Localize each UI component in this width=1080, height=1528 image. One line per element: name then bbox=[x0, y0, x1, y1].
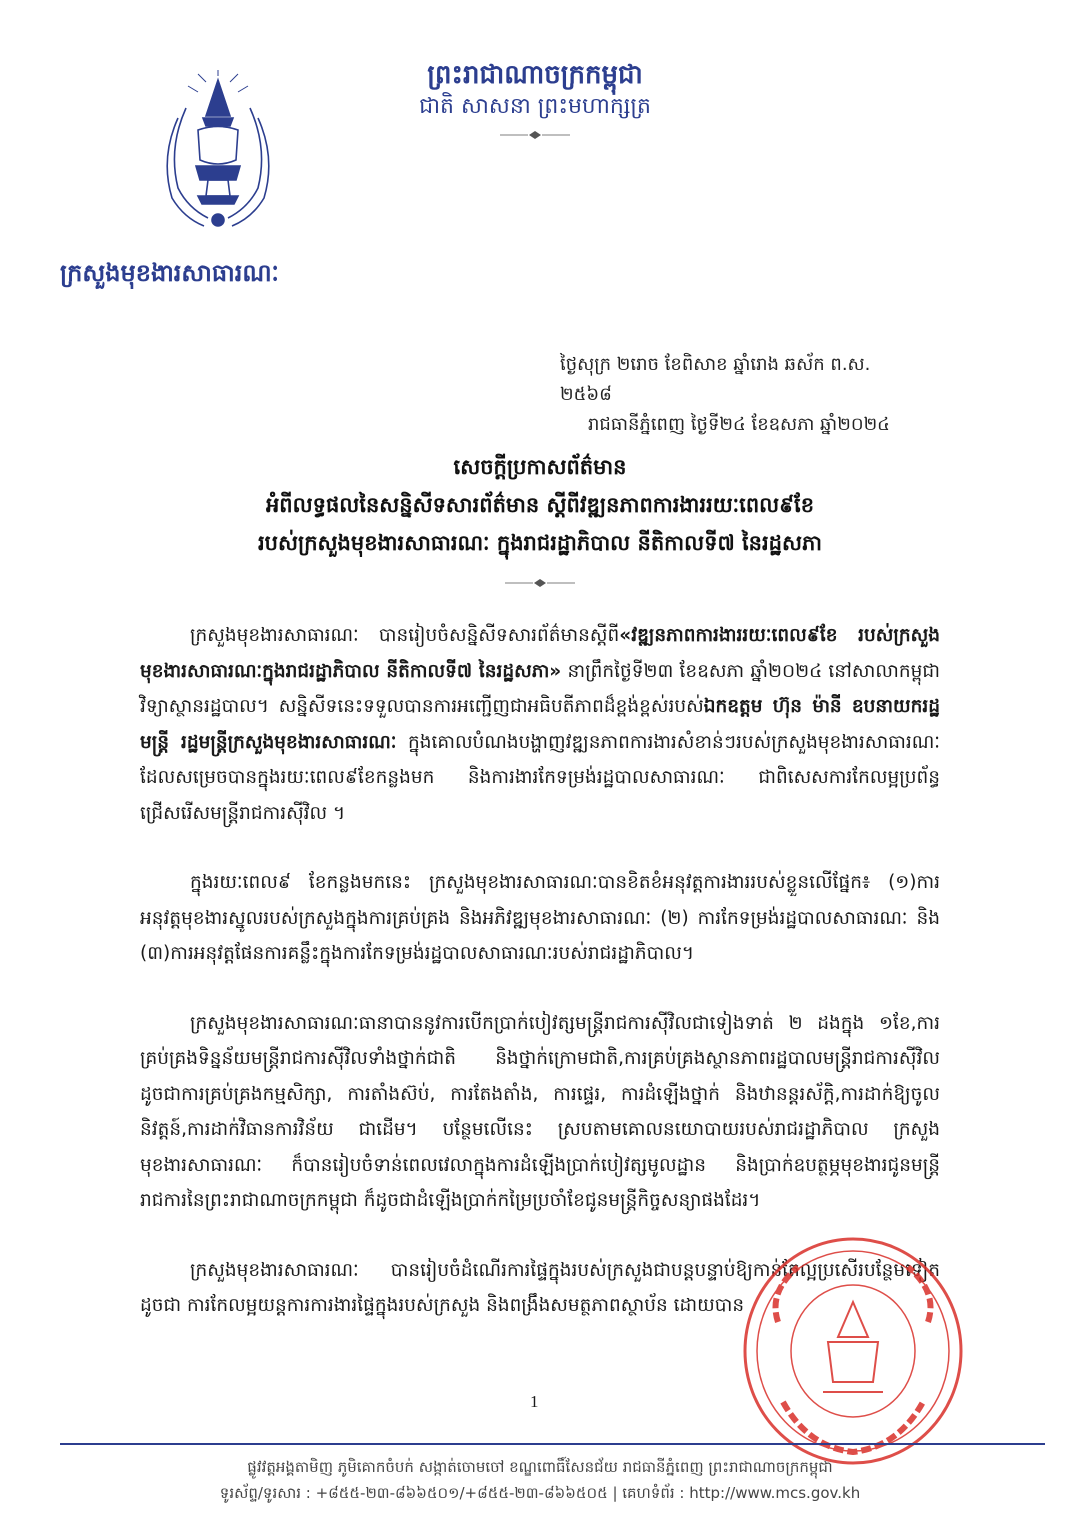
footer-contact: ទូរស័ព្ទ/ទូរសារ : +៨៥៥-២៣-៨៦៦៥០១/+៨៥៥-២៣-៨៦៦៥០៥ | គេហទំព័រ : http://www.mcs.gov.kh bbox=[219, 1484, 861, 1502]
national-motto: ជាតិ សាសនា ព្រះមហាក្សត្រ bbox=[419, 94, 651, 119]
kingdom-title: ព្រះរាជាណាចក្រកម្ពុជា bbox=[427, 60, 643, 90]
letterhead bbox=[380, 58, 690, 144]
ministry-emblem-icon bbox=[148, 68, 288, 238]
presiding-official: ឯកឧត្តម ហ៊ុន ម៉ានី ឧបនាយករដ្ឋមន្ត្រី រដ្ឋមន្ត្រីក្រសួងមុខងារសាធារណៈ bbox=[140, 696, 941, 753]
footer bbox=[110, 1454, 970, 1506]
date-block bbox=[560, 350, 920, 440]
page-number: 1 bbox=[530, 1392, 539, 1411]
title-line-3: របស់ក្រសួងមុខងារសាធារណៈ ក្នុងរាជរដ្ឋាភិបាល នីតិកាលទី៧ នៃរដ្ឋសភា bbox=[257, 531, 822, 555]
event-name: «វឌ្ឍនភាពការងាររយៈពេល៩ខែ របស់ក្រសួងមុខងារសាធារណៈក្នុងរាជរដ្ឋាភិបាល នីតិកាលទី៧ នៃរដ្ឋសភា» bbox=[140, 625, 940, 682]
footer-address: ផ្លូវវត្តអង្គតាមិញ ភូមិគោកចំបក់ សង្កាត់ចោមចៅ ខណ្ឌពោធិ៍សែនជ័យ រាជធានីភ្នំពេញ ព្រះរាជាណាចក្រកម្ពុជា bbox=[247, 1458, 833, 1476]
ministry-name: ក្រសួងមុខងារសាធារណៈ bbox=[60, 259, 279, 287]
ornament-divider-icon bbox=[505, 578, 575, 588]
paragraph-1: ក្រសួងមុខងារសាធារណៈ បានរៀបចំសន្និសីទសារព័ត៌មានស្តីពី«វឌ្ឍនភាពការងាររយៈពេល៩ខែ របស់ក្រសួងមុខងារសាធារណៈក្នុងរាជរដ្ឋាភិបាល នីតិកាលទី៧ នៃរដ្ឋសភា» នាព្រឹកថ្ងៃទី២៣ ខែឧសភា ឆ្នាំ២០២៤ នៅសាលាកម្ពុជាវិទ្យាស្ថានរដ្ឋបាល។ សន្និសីទនេះទទួលបានការអញ្ជើញជាអធិបតីភាពដ៏ខ្ពង់ខ្ពស់របស់ឯកឧត្តម ហ៊ុន ម៉ានី ឧបនាយករដ្ឋមន្ត្រី រដ្ឋមន្ត្រីក្រសួងមុខងារសាធារណៈ ក្នុងគោលបំណងបង្ហាញវឌ្ឍនភាពការងារសំខាន់ៗរបស់ក្រសួងមុខងារសាធារណៈ ដែលសម្រេចបានក្នុងរយៈពេល៩ខែកន្លងមក និងការងារកែទម្រង់រដ្ឋបាលសាធារណៈ ជាពិសេសការកែលម្អប្រព័ន្ធជ្រើសរើសមន្ត្រីរាជការស៊ីវិល ។ bbox=[140, 625, 941, 824]
title-line-2: អំពីលទ្ធផលនៃសន្និសីទសារព័ត៌មាន ស្តីពីវឌ្ឍនភាពការងាររយៈពេល៩ខែ bbox=[265, 493, 815, 517]
paragraph-4: ក្រសួងមុខងារសាធារណៈ បានរៀបចំដំណើរការផ្ទៃក្នុងរបស់ក្រសួងជាបន្តបន្ទាប់ឱ្យកាន់តែល្អប្រសើរបន្ថែមទៀតដូចជា ការកែលម្អយន្តការការងារផ្ទៃក្នុងរបស់ក្រសួង និងពង្រឹងសមត្ថភាពស្ថាប័ន ដោយបាន bbox=[140, 1259, 940, 1316]
lunar-date: ថ្ងៃសុក្រ ២រោច ខែពិសាខ ឆ្នាំរោង ឆស័ក ព.ស. ២៥៦៨ bbox=[560, 354, 871, 405]
paragraph-2: ក្នុងរយៈពេល៩ ខែកន្លងមកនេះ ក្រសួងមុខងារសាធារណៈបានខិតខំអនុវត្តការងាររបស់ខ្លួនលើផ្នែក៖ (១)ការអនុវត្តមុខងារស្នូលរបស់ក្រសួងក្នុងការគ្រប់គ្រង និងអភិវឌ្ឍមុខងារសាធារណៈ (២) ការកែទម្រង់រដ្ឋបាលសាធារណៈ និង (៣)ការអនុវត្តផែនការគន្លឹះក្នុងការកែទម្រង់រដ្ឋបាលសាធារណៈរបស់រាជរដ្ឋាភិបាល។ bbox=[140, 872, 940, 964]
ornament-divider-icon bbox=[500, 130, 570, 140]
document-title bbox=[160, 448, 920, 600]
official-seal-icon bbox=[738, 1232, 968, 1470]
solar-date: រាជធានីភ្នំពេញ ថ្ងៃទី២៤ ខែឧសភា ឆ្នាំ២០២៤ bbox=[588, 414, 890, 435]
paragraph-3: ក្រសួងមុខងារសាធារណៈធានាបាននូវការបើកប្រាក់បៀវត្សមន្ត្រីរាជការស៊ីវិលជាទៀងទាត់ ២ ដងក្នុង ១ខែ,ការគ្រប់គ្រងទិន្នន័យមន្ត្រីរាជការស៊ីវិលទាំងថ្នាក់ជាតិ និងថ្នាក់ក្រោមជាតិ,ការគ្រប់គ្រងស្ថានភាពរដ្ឋបាលមន្ត្រីរាជការស៊ីវិល ដូចជាការគ្រប់គ្រងកម្មសិក្សា, ការតាំងស៊ប់, ការតែងតាំង, ការផ្ទេរ, ការដំឡើងថ្នាក់ និងឋានន្តរស័ក្តិ,ការដាក់ឱ្យចូលនិវត្តន៍,ការដាក់វិធានការវិន័យ ជាដើម។ បន្ថែមលើនេះ ស្របតាមគោលនយោបាយរបស់រាជរដ្ឋាភិបាល ក្រសួងមុខងារសាធារណៈ ក៏បានរៀបចំទាន់ពេលវេលាក្នុងការដំឡើងប្រាក់បៀវត្សមូលដ្ឋាន និងប្រាក់ឧបត្ថម្ភមុខងារជូនមន្ត្រីរាជការនៃព្រះរាជាណាចក្រកម្ពុជា ក៏ដូចជាដំឡើងប្រាក់កម្រៃប្រចាំខែជូនមន្ត្រីកិច្ចសន្យាផងដែរ។ bbox=[140, 1012, 940, 1211]
title-line-1: សេចក្តីប្រកាសព័ត៌មាន bbox=[453, 455, 627, 479]
footer-divider bbox=[60, 1443, 1045, 1445]
